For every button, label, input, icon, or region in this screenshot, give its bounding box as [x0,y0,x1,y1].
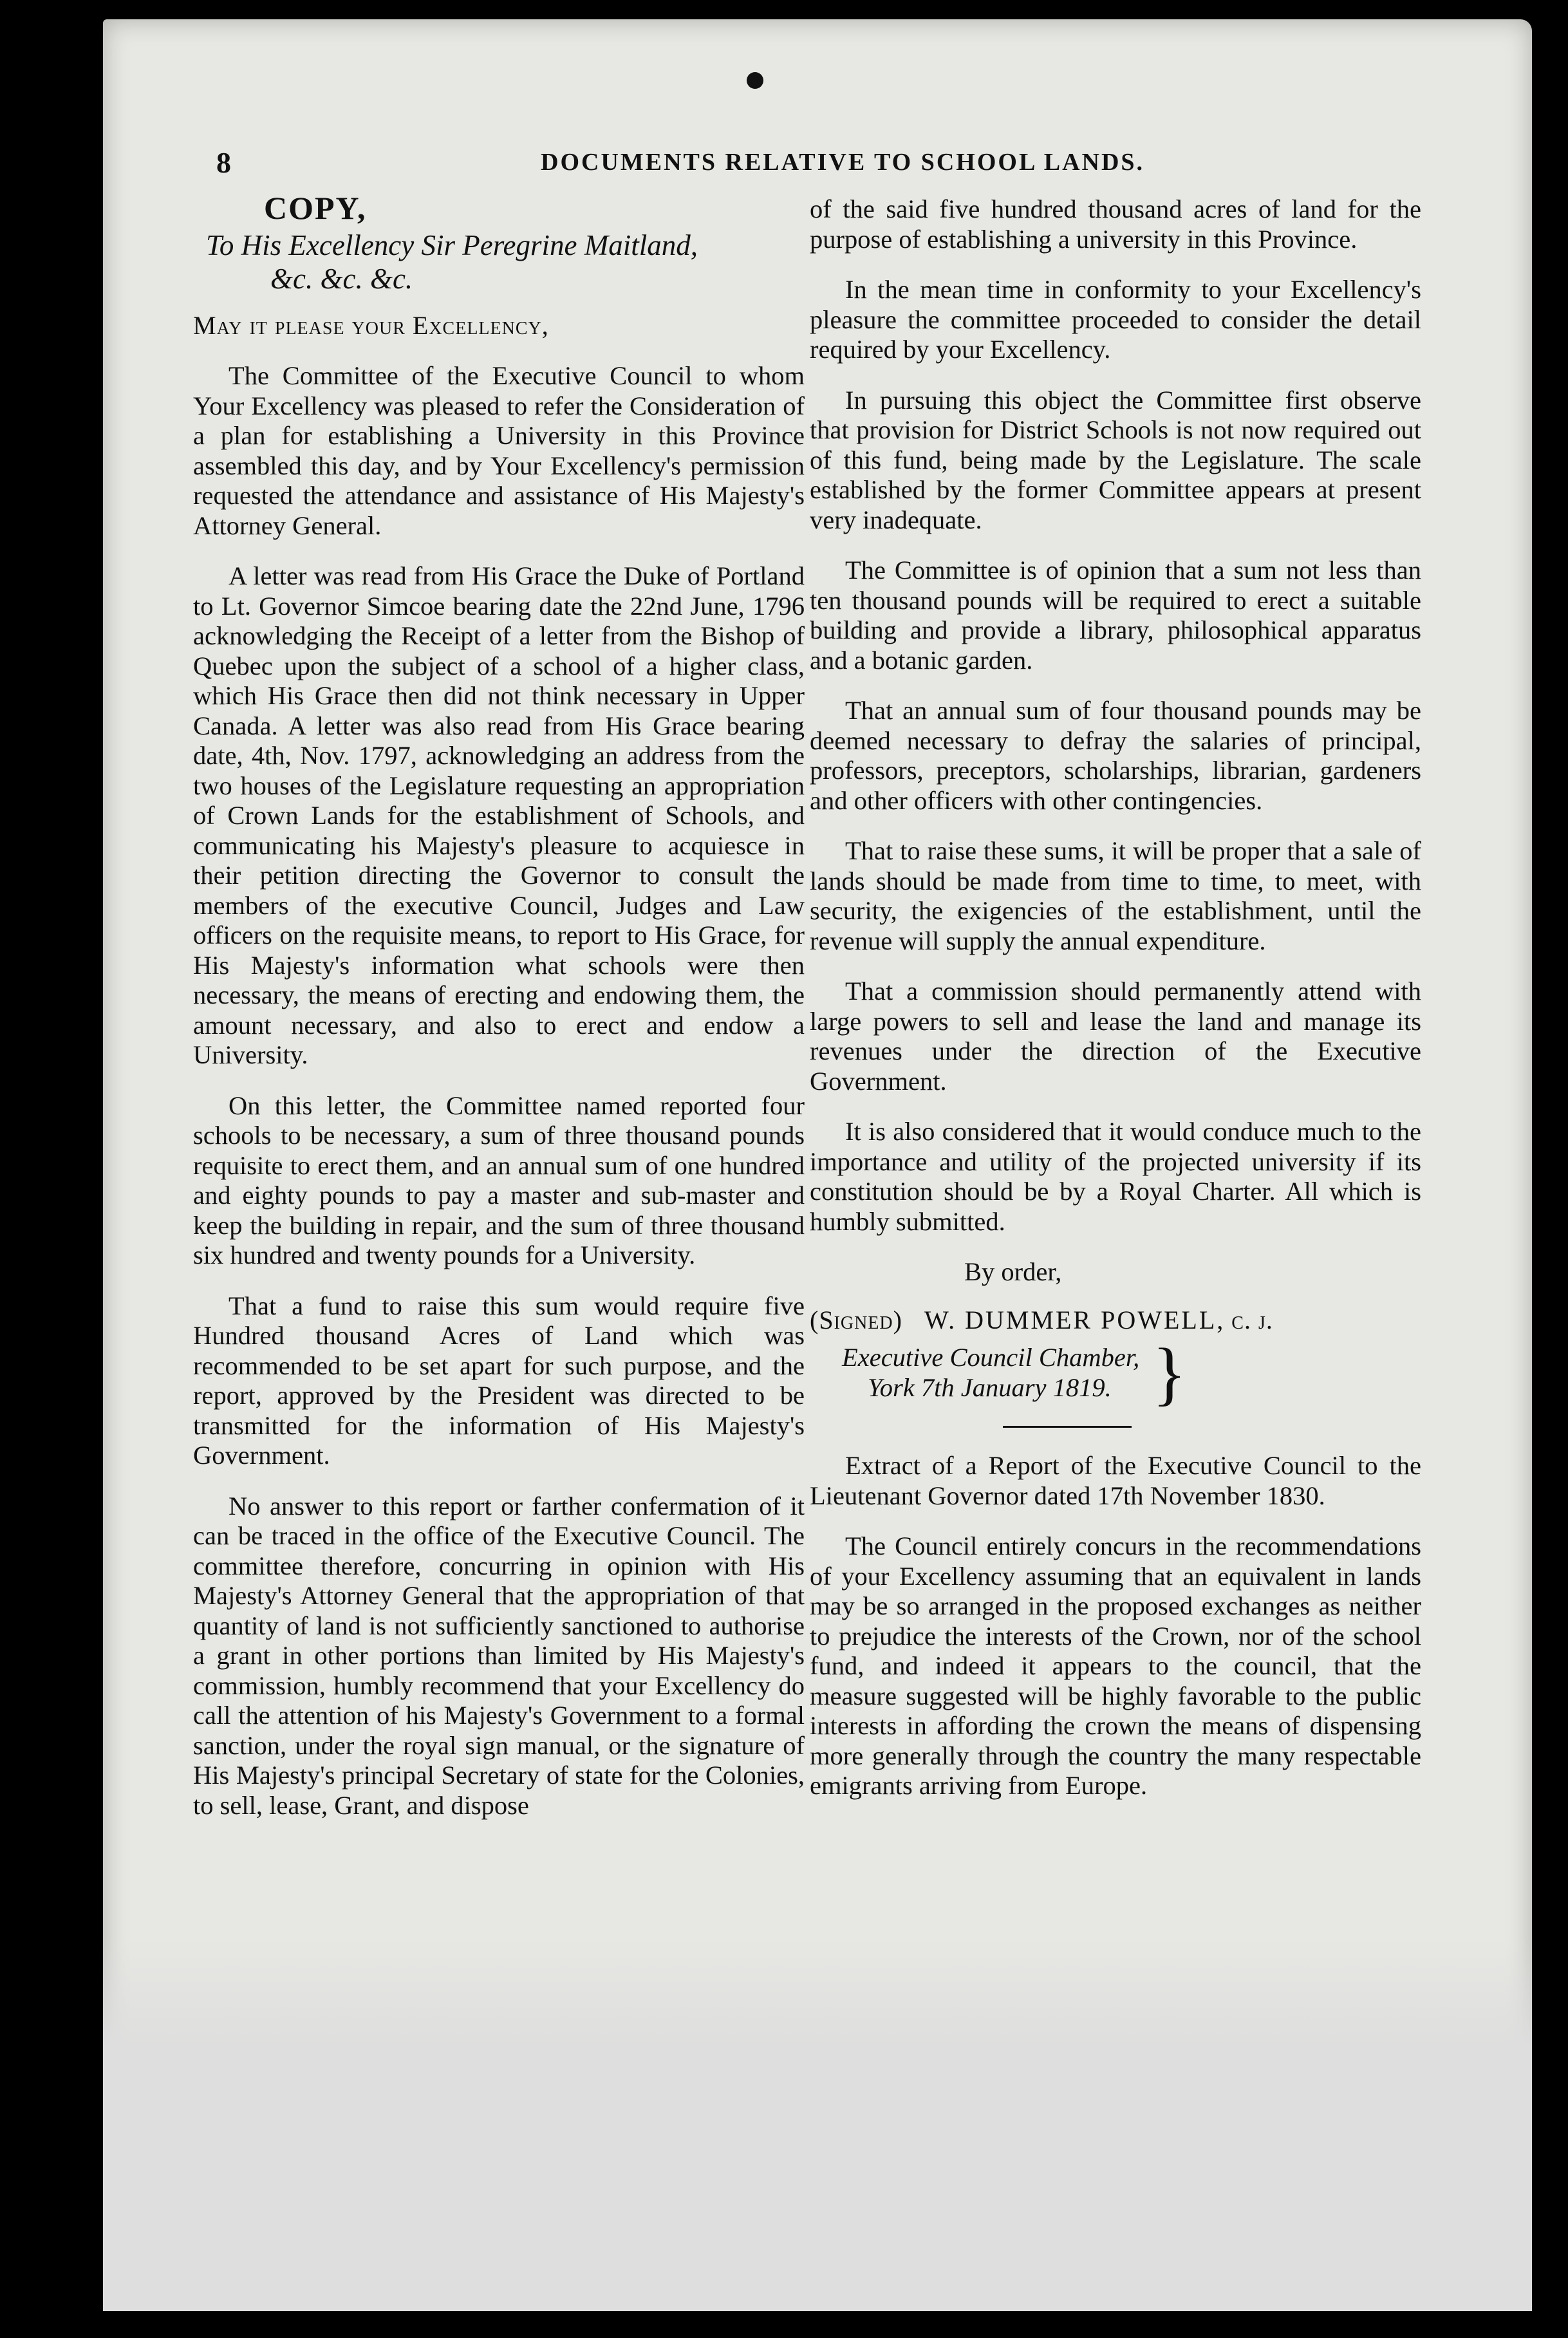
paragraph: In pursuing this object the Committee first observe that provision for District Schools is not now required out of this fund, being made by the Legislature. The scale established by the former Committee appears at present very inadequate. [810,385,1421,534]
paragraph: The Committee is of opinion that a sum not less than ten thousand pounds will be required to erect a suitable building and provide a library, philosophical apparatus and a botanic garden. [810,556,1421,675]
paragraph: No answer to this report or farther confermation of it can be traced in the office of the Executive Council. The committee therefore, concurring in opinion with His Majesty's Attorney General that the appropriation of that quantity of land is not sufficiently sanctioned to authorise a grant in other portions than limited by His Majesty's commission, humbly recommend that your Excellency do call the attention of his Majesty's Government to a formal sanction, under the royal sign manual, or the signature of His Majesty's principal Secretary of state for the Colonies, to sell, lease, Grant, and dispose [193,1491,805,1820]
place-line: Executive Council Chamber, [842,1343,1140,1372]
date-line: York 7th January 1819. [868,1372,1112,1402]
running-title: DOCUMENTS RELATIVE TO SCHOOL LANDS. [541,149,1145,176]
signature-line [810,1305,1421,1336]
paragraph: of the said five hundred thousand acres of land for the purpose of establishing a university in this Province. [810,194,1421,254]
right-column [810,194,1421,1822]
binding-hole [747,72,763,89]
address-etc: &c. &c. &c. [270,262,413,295]
paragraph: That a commission should permanently attend with large powers to sell and lease the land and manage its revenues under the direction of the Executive Government. [810,977,1421,1096]
paragraph: In the mean time in conformity to your Excellency's pleasure the committee proceeded to consider the detail required by your Excellency. [810,275,1421,364]
place-date-block [842,1333,1421,1412]
signer-title: c. j. [1231,1305,1273,1334]
paragraph: That an annual sum of four thousand pounds may be deemed necessary to defray the salaries of principal, professors, preceptors, scholarships, librarian, gardeners and other officers with other contingencies. [810,696,1421,815]
left-column [193,190,805,1841]
paragraph: A letter was read from His Grace the Duke of Portland to Lt. Governor Simcoe bearing date the 22nd June, 1796 acknowledging the Receipt of a letter from the Bishop of Quebec upon the subject of a school of a higher class, which His Grace then did not think necessary in Upper Canada. A letter was also read from His Grace bearing date, 4th, Nov. 1797, acknowledging an address from the two houses of the Legislature requesting an appropriation of Crown Lands for the establishment of Schools, and communicating his Majesty's pleasure to acquiesce in their petition directing the Governor to consult the members of the executive Council, Judges and Law officers on the requisite means, to report to His Grace, for His Majesty's information what schools were then necessary, the means of erecting and endowing them, the amount necessary, and also to erect and endow a University. [193,561,805,1069]
section-divider [1003,1426,1132,1428]
signed-label: (Signed) [810,1305,902,1334]
paragraph: On this letter, the Committee named reported four schools to be necessary, a sum of three thousand pounds requisite to erect them, and an annual sum of one hundred and eighty pounds to pay a master and sub-master and keep the building in repair, and the sum of three thousand six hundred and twenty pounds for a University. [193,1090,805,1269]
brace-glyph: } [1152,1333,1187,1412]
paragraph: It is also considered that it would conduce much to the importance and utility of the projected university if its constitution should be by a Royal Charter. All which is humbly submitted. [810,1117,1421,1236]
paragraph: The Council entirely concurs in the recommendations of your Excellency assuming that an equivalent in lands may be so arranged in the proposed exchanges as neither to prejudice the interests of the Crown, nor of the school fund, and indeed it appears to the council, that the measure suggested will be highly favorable to the public interests in affording the crown the means of dispensing more generally through the country the many respectable emigrants arriving from Europe. [810,1531,1421,1800]
paragraph: That to raise these sums, it will be proper that a sale of lands should be made from time to time, to meet, with security, the exigencies of the establishment, until the revenue will supply the annual expenditure. [810,836,1421,955]
address-block [206,229,805,295]
salutation: May it please your Excellency, [193,310,549,340]
address-line: To His Excellency Sir Peregrine Maitland, [206,229,698,261]
document-page [103,19,1532,2311]
extract-heading: Extract of a Report of the Executive Council to the Lieutenant Governor dated 17th November 1830. [810,1451,1421,1510]
copy-heading: COPY, [264,190,367,226]
paragraph: The Committee of the Executive Council to whom Your Excellency was pleased to refer the Consideration of a plan for establishing a University in this Province assembled this day, and by Your Excellency's permission requested the attendance and assistance of His Majesty's Attorney General. [193,361,805,540]
by-order: By order, [964,1257,1062,1286]
signer-name: W. DUMMER POWELL, [924,1305,1226,1334]
paragraph: That a fund to raise this sum would require five Hundred thousand Acres of Land which was recommended to be set apart for such purpose, and the report, approved by the President was directed to be transmitted for the information of His Majesty's Government. [193,1291,805,1470]
page-number: 8 [216,146,231,179]
